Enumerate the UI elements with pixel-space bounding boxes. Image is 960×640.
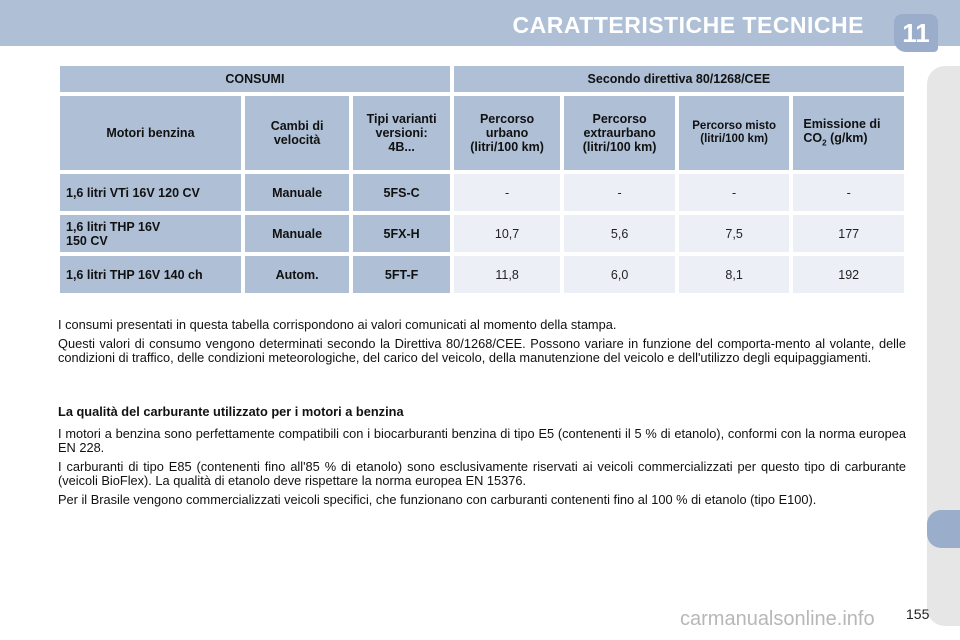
mixed-cell: 8,1	[679, 256, 790, 293]
variant-cell: 5FT-F	[353, 256, 449, 293]
engine-cell: 1,6 litri THP 16V 140 ch	[60, 256, 241, 293]
extraurban-cell: 6,0	[564, 256, 675, 293]
gearbox-cell: Manuale	[245, 174, 350, 211]
e5-note: I motori a benzina sono perfettamente compatibili con i biocarburanti benzina di tipo E5 (contenenti il 5 % di etanolo), conformi con la norma europea EN 228.	[58, 426, 906, 455]
consumption-table	[56, 62, 908, 297]
urban-cell: -	[454, 174, 561, 211]
gearbox-cell: Manuale	[245, 215, 350, 252]
mixed-cell: 7,5	[679, 215, 790, 252]
fuel-quality-heading: La qualità del carburante utilizzato per i motori a benzina	[58, 404, 404, 419]
brazil-note: Per il Brasile vengono commercializzati veicoli specifici, che funzionano con carburanti contenenti fino al 100 % di etanolo (tipo E100).	[58, 492, 817, 507]
notes-section	[58, 318, 906, 512]
table-row	[60, 256, 904, 293]
urban-cell: 11,8	[454, 256, 561, 293]
table-row	[60, 174, 904, 211]
engine-cell: 1,6 litri VTi 16V 120 CV	[60, 174, 241, 211]
co2-cell: 177	[793, 215, 904, 252]
column-header-extraurban: Percorso extraurbano (litri/100 km)	[564, 96, 675, 170]
page-title: CARATTERISTICHE TECNICHE	[512, 12, 864, 38]
variant-cell: 5FX-H	[353, 215, 449, 252]
table-row	[60, 215, 904, 252]
column-header-engine: Motori benzina	[60, 96, 241, 170]
directive-note: Questi valori di consumo vengono determinati secondo la Direttiva 80/1268/CEE. Possono variare in funzione del comporta-mento al volante, delle condizioni di traffico, delle condizioni meteorologiche, del carico del veicolo, della manutenzione del veicolo e dell'utilizzo degli equipaggiamenti.	[58, 336, 906, 365]
chapter-tab: 11	[894, 14, 938, 52]
variant-cell: 5FS-C	[353, 174, 449, 211]
co2-cell: -	[793, 174, 904, 211]
side-rail-marker	[927, 510, 960, 548]
column-header-co2: Emissione di $CO_2$ (g/km)	[793, 96, 904, 170]
column-header-gearbox: Cambi di velocità	[245, 96, 350, 170]
extraurban-cell: 5,6	[564, 215, 675, 252]
co2-cell: 192	[793, 256, 904, 293]
column-header-mixed: Percorso misto (litri/100 km)	[679, 96, 790, 170]
e85-note: I carburanti di tipo E85 (contenenti fino all'85 % di etanolo) sono esclusivamente riservati ai veicoli commercializzati per questo tipo di carburante (veicoli BioFlex). La qualità di etanolo deve rispettare la norma europea EN 15376.	[58, 459, 906, 488]
directive-header: Secondo direttiva 80/1268/CEE	[454, 66, 904, 92]
page-number: 155	[906, 606, 930, 622]
engine-cell: 1,6 litri THP 16V 150 CV	[60, 215, 241, 252]
extraurban-cell: -	[564, 174, 675, 211]
urban-cell: 10,7	[454, 215, 561, 252]
mixed-cell: -	[679, 174, 790, 211]
column-header-variant: Tipi varianti versioni: 4B...	[353, 96, 449, 170]
consumption-note: I consumi presentati in questa tabella corrispondono ai valori comunicati al momento della stampa.	[58, 317, 617, 332]
column-header-urban: Percorso urbano (litri/100 km)	[454, 96, 561, 170]
watermark: carmanualsonline.info	[680, 608, 875, 630]
consumption-header: CONSUMI	[60, 66, 450, 92]
gearbox-cell: Autom.	[245, 256, 350, 293]
